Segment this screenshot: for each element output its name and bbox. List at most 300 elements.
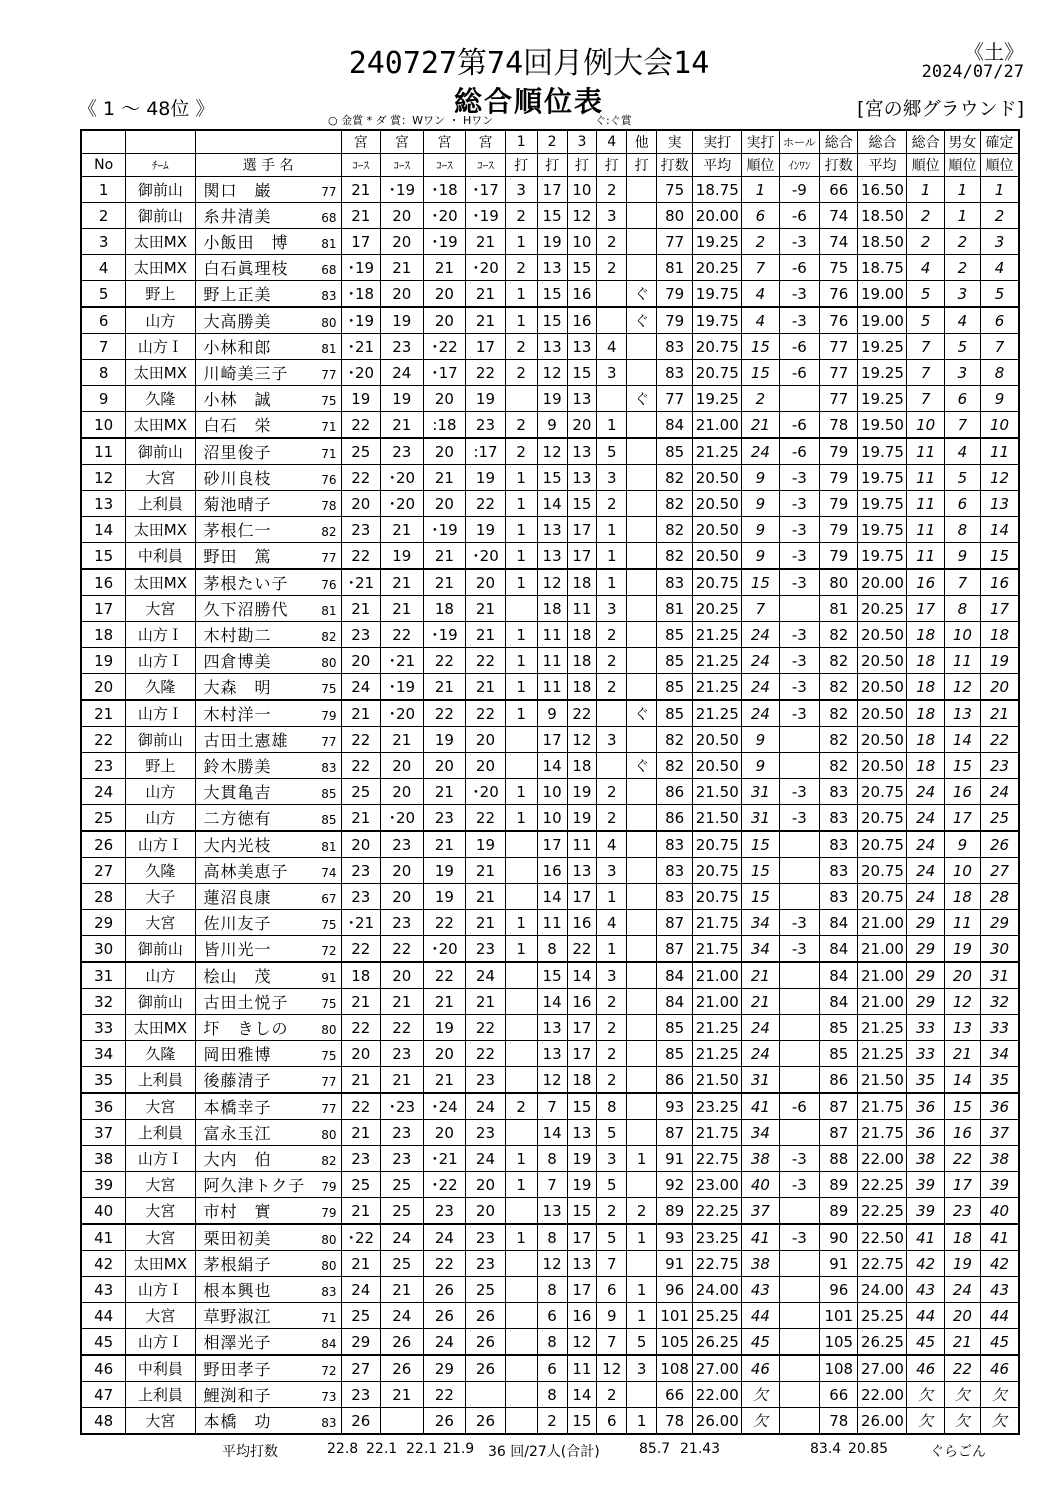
- score-cell: 19: [567, 1146, 597, 1172]
- header-bottom-cell: 平均: [858, 154, 907, 177]
- score-cell: 24: [907, 805, 944, 832]
- score-cell: 19.25: [693, 229, 742, 255]
- score-cell: 18.50: [858, 203, 907, 229]
- player-name: 砂川良枝: [203, 469, 272, 488]
- score-cell: 11: [907, 491, 944, 517]
- score-cell: 2: [907, 229, 944, 255]
- score-cell: ぐ: [627, 307, 657, 334]
- rank-no: 27: [81, 858, 126, 884]
- score-cell: 22: [423, 962, 466, 989]
- table-row: [81, 412, 1019, 439]
- score-cell: [505, 962, 537, 989]
- table-row: [81, 779, 1019, 805]
- score-cell: 9: [981, 386, 1019, 412]
- score-cell: 22: [341, 1093, 380, 1120]
- score-cell: [505, 1015, 537, 1041]
- score-cell: 13: [537, 517, 567, 543]
- score-cell: 5: [907, 307, 944, 334]
- player-name-cell: [195, 1355, 341, 1382]
- score-cell: 1: [907, 177, 944, 203]
- player-name-cell: [195, 517, 341, 543]
- score-cell: 19.25: [858, 334, 907, 360]
- score-cell: -3: [779, 936, 820, 963]
- score-cell: 20: [423, 1041, 466, 1067]
- rank-no: 43: [81, 1277, 126, 1303]
- score-cell: 32: [981, 989, 1019, 1015]
- score-cell: 27.00: [858, 1355, 907, 1382]
- score-cell: 12: [597, 1355, 627, 1382]
- score-cell: 13: [537, 543, 567, 570]
- score-cell: 26: [466, 1408, 505, 1435]
- score-cell: [779, 831, 820, 858]
- score-cell: 20: [381, 779, 424, 805]
- score-cell: 22: [341, 727, 380, 753]
- score-cell: 8: [537, 1146, 567, 1172]
- score-cell: 27.00: [693, 1355, 742, 1382]
- rank-no: 16: [81, 569, 126, 596]
- player-name-cell: [195, 962, 341, 989]
- score-cell: 42: [907, 1251, 944, 1277]
- score-cell: 21.00: [693, 962, 742, 989]
- score-cell: 77: [820, 386, 858, 412]
- score-cell: 29: [907, 989, 944, 1015]
- table-row: [81, 962, 1019, 989]
- score-cell: 82: [657, 753, 693, 779]
- score-cell: -3: [779, 307, 820, 334]
- score-cell: ･19: [381, 177, 424, 203]
- team-cell: 野上: [126, 281, 195, 308]
- score-cell: 77: [657, 386, 693, 412]
- team-cell: 大宮: [126, 465, 195, 491]
- score-cell: 24: [466, 1146, 505, 1172]
- score-cell: 21: [381, 989, 424, 1015]
- score-cell: ･21: [341, 569, 380, 596]
- player-name: 栗田初美: [203, 1229, 272, 1248]
- player-name: 根本興也: [203, 1281, 272, 1300]
- score-cell: 22.00: [858, 1146, 907, 1172]
- score-cell: 22.25: [858, 1198, 907, 1225]
- score-cell: :17: [466, 438, 505, 465]
- player-name: 佐川友子: [203, 914, 272, 933]
- team-cell: 山方: [126, 307, 195, 334]
- award-legend: ○ 金賞 * ダ 賞：Wワン ・ Hワン: [328, 114, 494, 127]
- score-cell: 22.75: [693, 1146, 742, 1172]
- rank-no: 47: [81, 1382, 126, 1408]
- score-cell: 9: [537, 412, 567, 439]
- header-bottom-cell: 順位: [742, 154, 779, 177]
- score-cell: 20.00: [693, 203, 742, 229]
- player-age: 80: [321, 1259, 337, 1273]
- score-cell: -3: [779, 543, 820, 570]
- team-cell: 御前山: [126, 177, 195, 203]
- player-name-cell: [195, 805, 341, 832]
- score-cell: ･23: [381, 1093, 424, 1120]
- score-cell: 36: [981, 1093, 1019, 1120]
- score-cell: 19.25: [693, 386, 742, 412]
- rank-no: 8: [81, 360, 126, 386]
- score-cell: 20.75: [693, 831, 742, 858]
- score-cell: 92: [657, 1172, 693, 1198]
- team-cell: 御前山: [126, 203, 195, 229]
- score-cell: 15: [742, 569, 779, 596]
- score-cell: 27: [341, 1355, 380, 1382]
- player-name-cell: [195, 1067, 341, 1094]
- player-name: 大内 伯: [203, 1150, 272, 1169]
- score-cell: 93: [657, 1224, 693, 1251]
- team-cell: 野上: [126, 753, 195, 779]
- rank-no: 38: [81, 1146, 126, 1172]
- score-cell: 22: [466, 491, 505, 517]
- score-cell: 2: [597, 622, 627, 648]
- score-cell: 20.75: [858, 831, 907, 858]
- score-cell: [597, 700, 627, 727]
- score-cell: 21.75: [693, 1120, 742, 1146]
- header-top-cell: 4: [597, 130, 627, 154]
- player-name: 後藤清子: [203, 1071, 272, 1090]
- score-cell: 13: [537, 255, 567, 281]
- score-cell: 6: [597, 1277, 627, 1303]
- score-cell: 21: [341, 1198, 380, 1225]
- score-cell: -3: [779, 648, 820, 674]
- score-cell: [505, 1120, 537, 1146]
- score-cell: [779, 1355, 820, 1382]
- team-cell: 御前山: [126, 727, 195, 753]
- score-cell: 1: [505, 307, 537, 334]
- score-cell: 101: [657, 1303, 693, 1329]
- score-cell: 19.00: [858, 307, 907, 334]
- score-cell: 2: [627, 1198, 657, 1225]
- table-row: [81, 438, 1019, 465]
- score-cell: 19: [944, 936, 980, 963]
- score-cell: 13: [567, 465, 597, 491]
- score-cell: 85: [657, 674, 693, 701]
- score-cell: 21: [381, 255, 424, 281]
- score-cell: 22.75: [858, 1251, 907, 1277]
- score-cell: 13: [537, 1198, 567, 1225]
- table-row: [81, 1093, 1019, 1120]
- score-cell: -3: [779, 1224, 820, 1251]
- score-cell: 6: [537, 1303, 567, 1329]
- score-cell: 14: [537, 753, 567, 779]
- score-cell: 18: [567, 753, 597, 779]
- score-cell: 26.00: [858, 1408, 907, 1435]
- score-cell: 87: [820, 1120, 858, 1146]
- score-cell: [627, 622, 657, 648]
- score-cell: 21: [742, 412, 779, 439]
- score-cell: 21: [381, 1277, 424, 1303]
- score-cell: 21.75: [693, 910, 742, 936]
- score-cell: [627, 255, 657, 281]
- score-cell: 29: [423, 1355, 466, 1382]
- score-cell: 2: [597, 1041, 627, 1067]
- gu-award-legend: ぐ:ぐ賞: [595, 114, 632, 127]
- score-cell: 29: [341, 1329, 380, 1356]
- score-cell: -3: [779, 1146, 820, 1172]
- rank-no: 3: [81, 229, 126, 255]
- score-cell: 23.25: [693, 1093, 742, 1120]
- score-cell: 23: [341, 622, 380, 648]
- score-cell: 2: [907, 203, 944, 229]
- rank-no: 33: [81, 1015, 126, 1041]
- score-cell: [505, 1329, 537, 1356]
- team-cell: 久隆: [126, 858, 195, 884]
- player-age: 83: [321, 1416, 337, 1430]
- score-cell: 24: [381, 1303, 424, 1329]
- score-cell: 40: [981, 1198, 1019, 1225]
- team-cell: 大宮: [126, 1172, 195, 1198]
- score-cell: 4: [597, 910, 627, 936]
- score-cell: [505, 1408, 537, 1435]
- score-cell: 5: [627, 1329, 657, 1356]
- table-header: [81, 130, 1019, 177]
- score-cell: 12: [944, 989, 980, 1015]
- score-cell: 16: [567, 307, 597, 334]
- score-cell: 83: [657, 569, 693, 596]
- rank-no: 18: [81, 622, 126, 648]
- score-cell: 35: [981, 1067, 1019, 1094]
- player-name: 小林 誠: [203, 390, 272, 409]
- rank-no: 34: [81, 1041, 126, 1067]
- score-cell: 20.50: [858, 648, 907, 674]
- team-cell: 山方: [126, 805, 195, 832]
- score-cell: 20.50: [693, 727, 742, 753]
- score-cell: ･19: [423, 517, 466, 543]
- header-bottom-cell: 打: [567, 154, 597, 177]
- score-cell: 80: [657, 203, 693, 229]
- score-cell: 21: [423, 255, 466, 281]
- player-age: 76: [321, 578, 337, 592]
- score-cell: 34: [742, 936, 779, 963]
- score-cell: 23: [381, 438, 424, 465]
- team-cell: 久隆: [126, 1041, 195, 1067]
- score-cell: 19: [466, 465, 505, 491]
- score-cell: 10: [567, 229, 597, 255]
- team-cell: 太田MX: [126, 1015, 195, 1041]
- table-body: [81, 177, 1019, 1435]
- score-cell: 13: [981, 491, 1019, 517]
- score-cell: 25: [981, 805, 1019, 832]
- score-cell: 5: [597, 438, 627, 465]
- score-cell: 14: [537, 491, 567, 517]
- score-cell: 19: [466, 831, 505, 858]
- score-cell: 15: [567, 1198, 597, 1225]
- score-cell: 15: [567, 360, 597, 386]
- header-bottom-cell: 選 手 名: [195, 154, 341, 177]
- score-cell: 21.25: [693, 1041, 742, 1067]
- score-cell: 77: [820, 334, 858, 360]
- score-cell: 18: [907, 700, 944, 727]
- table-row: [81, 1172, 1019, 1198]
- player-name-cell: [195, 360, 341, 386]
- footer-brand: ぐらごん: [930, 1444, 986, 1460]
- score-cell: 22: [466, 1015, 505, 1041]
- player-name: 沼里俊子: [203, 443, 272, 462]
- score-cell: 22: [466, 1041, 505, 1067]
- score-cell: 19.75: [693, 307, 742, 334]
- header-top-cell: 他: [627, 130, 657, 154]
- score-cell: 1: [505, 779, 537, 805]
- score-cell: [779, 1198, 820, 1225]
- score-cell: 4: [742, 307, 779, 334]
- team-cell: 山方Ｉ: [126, 700, 195, 727]
- footer-total-strokes: 83.4: [810, 1441, 842, 1457]
- score-cell: 3: [597, 858, 627, 884]
- score-cell: 12: [944, 674, 980, 701]
- score-cell: 39: [981, 1172, 1019, 1198]
- player-age: 75: [321, 682, 337, 696]
- player-name: 本橋幸子: [203, 1098, 272, 1117]
- score-cell: 20.25: [693, 596, 742, 622]
- player-name-cell: [195, 1093, 341, 1120]
- score-cell: [779, 1067, 820, 1094]
- player-age: 83: [321, 1285, 337, 1299]
- score-cell: 82: [657, 465, 693, 491]
- score-cell: 23: [466, 412, 505, 439]
- score-cell: 91: [820, 1251, 858, 1277]
- score-cell: 14: [567, 962, 597, 989]
- score-cell: 16: [567, 281, 597, 308]
- score-cell: 21.75: [858, 1120, 907, 1146]
- player-name-cell: [195, 884, 341, 910]
- rank-no: 15: [81, 543, 126, 570]
- score-cell: 2: [505, 438, 537, 465]
- score-cell: 22: [341, 543, 380, 570]
- player-age: 80: [321, 656, 337, 670]
- score-cell: 20: [381, 858, 424, 884]
- player-age: 77: [321, 735, 337, 749]
- score-cell: 13: [567, 438, 597, 465]
- rank-no: 41: [81, 1224, 126, 1251]
- page-title: 240727第74回月例大会14: [348, 46, 710, 81]
- score-cell: 21.25: [693, 622, 742, 648]
- footer-label: 平均打数: [222, 1444, 278, 1460]
- player-name: 大貫亀吉: [203, 783, 272, 802]
- score-cell: 21: [466, 884, 505, 910]
- score-cell: 85: [820, 1041, 858, 1067]
- score-cell: 84: [820, 962, 858, 989]
- score-cell: [505, 858, 537, 884]
- player-name: 四倉博美: [203, 652, 272, 671]
- score-cell: 2: [597, 989, 627, 1015]
- score-cell: 21: [466, 307, 505, 334]
- score-cell: 20: [981, 674, 1019, 701]
- score-cell: [779, 1120, 820, 1146]
- score-cell: 21: [341, 1067, 380, 1094]
- score-cell: [627, 491, 657, 517]
- score-cell: 83: [657, 360, 693, 386]
- score-cell: 17: [341, 229, 380, 255]
- score-cell: 21: [423, 989, 466, 1015]
- player-age: 82: [321, 1154, 337, 1168]
- player-name-cell: [195, 1277, 341, 1303]
- header-top-cell: 宮: [466, 130, 505, 154]
- player-age: 77: [321, 1075, 337, 1089]
- header-bottom-cell: 順位: [981, 154, 1019, 177]
- score-cell: 15: [742, 858, 779, 884]
- score-cell: 13: [537, 1015, 567, 1041]
- score-cell: -3: [779, 465, 820, 491]
- score-cell: 20.50: [858, 700, 907, 727]
- score-cell: [779, 1303, 820, 1329]
- score-cell: 20: [381, 884, 424, 910]
- score-cell: 20.50: [693, 517, 742, 543]
- rank-no: 36: [81, 1093, 126, 1120]
- table-row: [81, 255, 1019, 281]
- header-bottom-cell: 打: [505, 154, 537, 177]
- player-name: 鯉渕和子: [203, 1386, 272, 1405]
- score-cell: 13: [944, 700, 980, 727]
- team-cell: 上利員: [126, 1120, 195, 1146]
- score-cell: 82: [657, 727, 693, 753]
- score-cell: ぐ: [627, 281, 657, 308]
- score-cell: 18: [907, 727, 944, 753]
- score-cell: 3: [597, 360, 627, 386]
- score-cell: 85: [657, 622, 693, 648]
- team-cell: 太田MX: [126, 569, 195, 596]
- score-cell: 24: [907, 884, 944, 910]
- score-cell: 18: [944, 1224, 980, 1251]
- score-cell: 23: [423, 1198, 466, 1225]
- score-cell: 24.00: [858, 1277, 907, 1303]
- score-cell: 26: [341, 1408, 380, 1435]
- score-cell: 17: [981, 596, 1019, 622]
- score-cell: 11: [537, 910, 567, 936]
- score-cell: 15: [567, 255, 597, 281]
- score-cell: 29: [907, 910, 944, 936]
- score-cell: 15: [742, 334, 779, 360]
- player-name: 桧山 茂: [203, 967, 272, 986]
- score-cell: 7: [944, 569, 980, 596]
- score-cell: 89: [820, 1198, 858, 1225]
- score-cell: 21: [466, 596, 505, 622]
- player-name: 白石眞理枝: [203, 259, 289, 278]
- header-bottom-cell: 打数: [657, 154, 693, 177]
- score-cell: [505, 884, 537, 910]
- team-cell: 上利員: [126, 491, 195, 517]
- score-cell: 20: [381, 203, 424, 229]
- score-cell: 81: [657, 255, 693, 281]
- score-cell: 9: [742, 727, 779, 753]
- score-cell: 20.50: [858, 753, 907, 779]
- player-age: 75: [321, 997, 337, 1011]
- score-cell: 20: [466, 1198, 505, 1225]
- score-cell: 8: [537, 1382, 567, 1408]
- player-age: 71: [321, 1311, 337, 1325]
- score-cell: 30: [981, 936, 1019, 963]
- score-cell: [627, 805, 657, 832]
- score-cell: [627, 203, 657, 229]
- score-cell: 81: [657, 596, 693, 622]
- score-cell: 84: [657, 962, 693, 989]
- table-row: [81, 753, 1019, 779]
- score-cell: 12: [567, 1329, 597, 1356]
- score-cell: 83: [820, 884, 858, 910]
- score-cell: 13: [537, 334, 567, 360]
- score-cell: [627, 1041, 657, 1067]
- score-cell: 3: [505, 177, 537, 203]
- score-cell: [597, 281, 627, 308]
- score-cell: 84: [657, 989, 693, 1015]
- score-cell: 11: [907, 438, 944, 465]
- score-cell: 11: [907, 517, 944, 543]
- score-cell: 20: [466, 569, 505, 596]
- score-cell: 83: [820, 831, 858, 858]
- player-name-cell: [195, 779, 341, 805]
- score-cell: 25: [341, 779, 380, 805]
- header-top-cell: [81, 130, 126, 154]
- score-cell: 22: [423, 700, 466, 727]
- rank-no: 2: [81, 203, 126, 229]
